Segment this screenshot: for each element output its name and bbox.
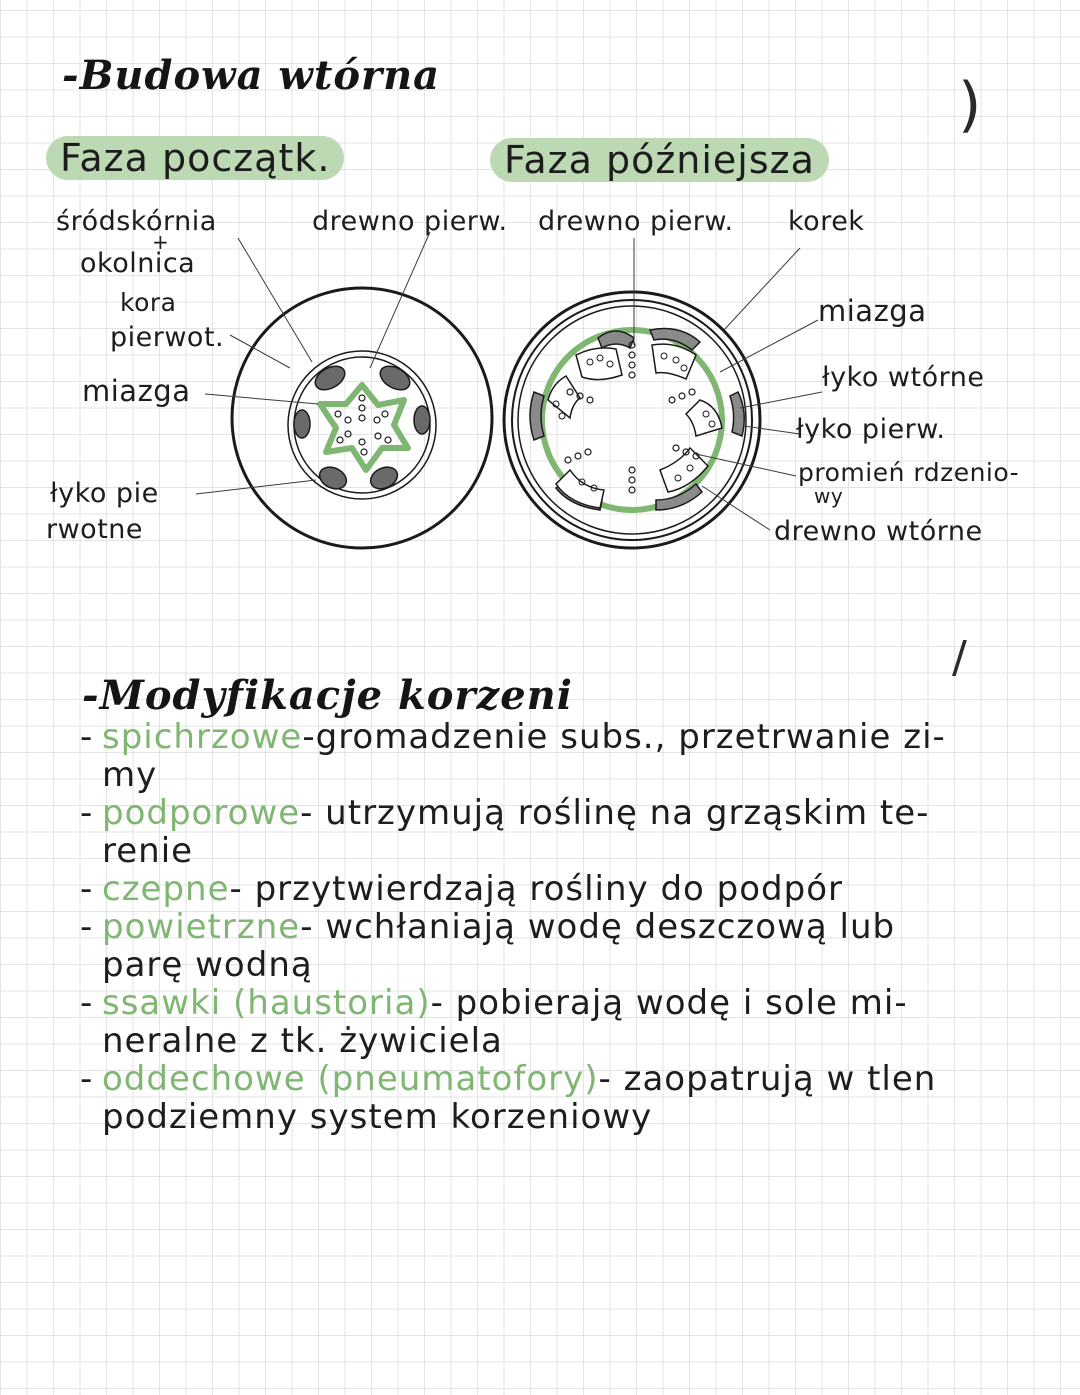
- label-drewno-pierw-early: drewno pierw.: [312, 206, 508, 237]
- label-promien: promień rdzenio-: [798, 458, 1020, 487]
- label-plus: +: [152, 230, 170, 254]
- bracket-mark-top: ): [958, 70, 982, 140]
- bracket-mark-mid: /: [952, 632, 967, 683]
- mod-desc: - przytwierdzają rośliny do podpór: [229, 869, 843, 909]
- section-title-modyfikacje: -Modyfikacje korzeni: [82, 672, 573, 719]
- phase-late-heading: Faza późniejsza: [490, 138, 829, 182]
- mod-desc: - utrzymują roślinę na grząskim te-: [300, 793, 930, 833]
- early-inner-ring-inner: [294, 357, 430, 493]
- label-lyko-wtorne: łyko wtórne: [822, 362, 985, 393]
- mod-cont: my: [102, 755, 158, 795]
- label-pierwot: pierwot.: [110, 322, 225, 353]
- mod-item-czepne: - czepne- przytwierdzają rośliny do podpór: [80, 869, 843, 909]
- mod-cont: neralne z tk. żywiciela: [102, 1021, 503, 1061]
- mod-term: spichrzowe: [102, 717, 303, 757]
- label-srodskornia: śródskórnia: [56, 206, 217, 237]
- mod-item-ssawki: - ssawki (haustoria)- pobierają wodę i sole mi- neralne z tk. żywiciela: [80, 984, 1070, 1060]
- label-rwotne: rwotne: [46, 514, 144, 545]
- section-title-budowa-wtorna: -Budowa wtórna: [62, 52, 441, 99]
- mod-cont: parę wodną: [102, 945, 313, 985]
- mod-term: powietrzne: [102, 907, 301, 947]
- modifications-list: [80, 718, 1070, 1136]
- label-korek: korek: [788, 206, 865, 237]
- leader-lines-late: [634, 238, 822, 530]
- early-cambium-star: [320, 385, 408, 470]
- mod-item-oddechowe: - oddechowe (pneumatofory)- zaopatrują w tlen podziemny system korzeniowy: [80, 1060, 1070, 1136]
- mod-desc: - wchłaniają wodę deszczową lub: [300, 907, 896, 947]
- label-kora: kora: [120, 288, 177, 317]
- early-outer-circle: [232, 288, 492, 548]
- label-lyko-pierw: łyko pierw.: [796, 414, 946, 445]
- mod-desc: - zaopatrują w tlen: [598, 1059, 937, 1099]
- label-lyko-pie: łyko pie: [50, 478, 159, 509]
- mod-term: czepne: [102, 869, 230, 909]
- mod-term: podporowe: [102, 793, 301, 833]
- mod-term: oddechowe (pneumatofory): [102, 1059, 599, 1099]
- label-promien-cont: wy: [814, 484, 844, 508]
- mod-cont: renie: [102, 831, 194, 871]
- label-miazga-early: miazga: [82, 374, 191, 408]
- label-miazga-late: miazga: [818, 294, 927, 328]
- phase-early-heading: Faza początk.: [46, 136, 344, 180]
- label-okolnica: okolnica: [80, 248, 196, 279]
- mod-desc: - pobierają wodę i sole mi-: [430, 983, 908, 1023]
- mod-item-powietrzne: - powietrzne- wchłaniają wodę deszczową lub parę wodną: [80, 908, 1070, 984]
- mod-desc: -gromadzenie subs., przetrwanie zi-: [302, 717, 946, 757]
- label-drewno-wtorne: drewno wtórne: [774, 516, 983, 547]
- mod-term: ssawki (haustoria): [102, 983, 431, 1023]
- label-drewno-pierw-late: drewno pierw.: [538, 206, 734, 237]
- mod-item-podporowe: - podporowe- utrzymują roślinę na grząskim te- renie: [80, 794, 1070, 870]
- mod-cont: podziemny system korzeniowy: [102, 1097, 653, 1137]
- mod-item-spichrzowe: - spichrzowe-gromadzenie subs., przetrwanie zi- my: [80, 718, 1070, 794]
- leader-lines-early: [196, 232, 430, 494]
